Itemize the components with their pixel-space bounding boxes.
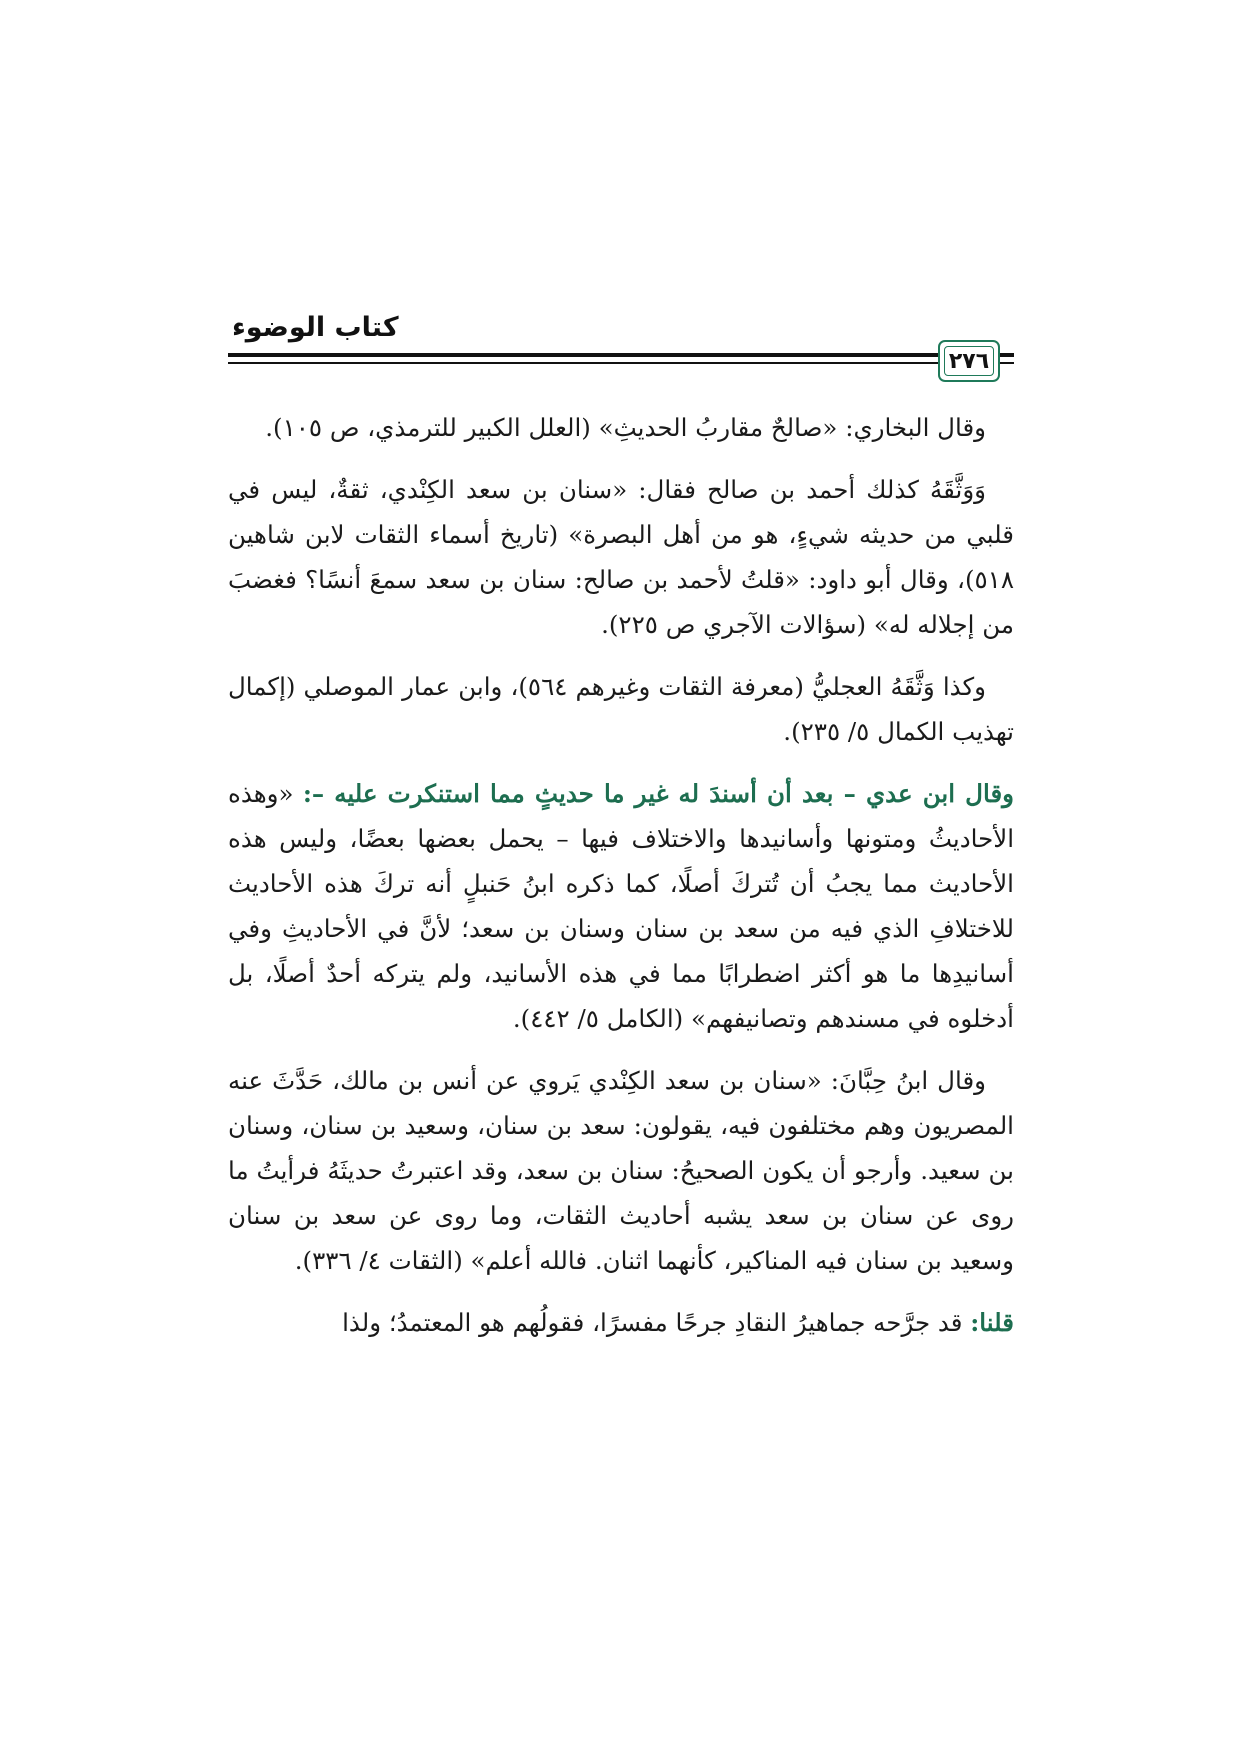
- paragraph-text: وقال البخاري: «صالحٌ مقاربُ الحديثِ» (العلل الكبير للترمذي، ص ١٠٥).: [265, 413, 986, 442]
- paragraph-ibn-adi: [228, 771, 1014, 1041]
- paragraph-text: وقال ابنُ حِبَّانَ: «سنان بن سعد الكِنْدي يَروي عن أنس بن مالك، حَدَّثَ عنه المصريون وهم مختلفون فيه، يقولون: سعد بن سنان، وسعيد بن سنان، وسنان بن سعيد. وأرجو أن يكون الصحيحُ: سنان بن سعد، وقد اعتبرتُ حديثَهُ فرأيتُ ما روى عن سنان بن سعد يشبه أحاديث الثقات، وما روى عن سعد بن سنان وسعيد بن سنان فيه المناكير، كأنهما اثنان. فالله أعلم» (الثقات ٤/ ٣٣٦).: [228, 1066, 1014, 1275]
- paragraph-lead: قلنا:: [970, 1308, 1014, 1337]
- page-number: ٢٧٦: [948, 348, 990, 374]
- paragraph-ijli: [228, 664, 1014, 754]
- header-rule-thin: [228, 362, 1014, 364]
- page-header: [228, 312, 1014, 392]
- paragraph-bukhari: [228, 405, 1014, 450]
- paragraph-text: وكذا وَثَّقَهُ العجليُّ (معرفة الثقات وغيرهم ٥٦٤)، وابن عمار الموصلي (إكمال تهذيب الكمال ٥/ ٢٣٥).: [228, 672, 1014, 746]
- body-text: [228, 405, 1014, 1362]
- header-rule-thick: [228, 353, 1014, 357]
- paragraph-text: قد جرَّحه جماهيرُ النقادِ جرحًا مفسرًا، فقولُهم هو المعتمدُ؛ ولذا: [342, 1308, 971, 1337]
- paragraph-ibn-hibban: [228, 1058, 1014, 1283]
- paragraph-ahmad-bin-salih: [228, 467, 1014, 647]
- page-number-badge: [938, 340, 1000, 382]
- paragraph-text: وَوَثَّقَهُ كذلك أحمد بن صالح فقال: «سنان بن سعد الكِنْدي، ثقةٌ، ليس في قلبي من حديثه شيءٍ، هو من أهل البصرة» (تاريخ أسماء الثقات لابن شاهين ٥١٨)، وقال أبو داود: «قلتُ لأحمد بن صالح: سنان بن سعد سمعَ أنسًا؟ فغضبَ من إجلاله له» (سؤالات الآجري ص ٢٢٥).: [228, 475, 1014, 639]
- paragraph-conclusion: [228, 1300, 1014, 1345]
- paragraph-text: «وهذه الأحاديثُ ومتونها وأسانيدها والاختلاف فيها – يحمل بعضها بعضًا، وليس هذه الأحاديث مما يجبُ أن تُتركَ أصلًا، كما ذكره ابنُ حَنبلٍ أنه تركَ هذه الأحاديث للاختلافِ الذي فيه من سعد بن سنان وسنان بن سعد؛ لأنَّ في الأحاديثِ وفي أسانيدِها ما هو أكثر اضطرابًا مما في هذه الأسانيد، ولم يتركه أحدٌ أصلًا، بل أدخلوه في مسندهم وتصانيفهم» (الكامل ٥/ ٤٤٢).: [228, 779, 1014, 1033]
- paragraph-lead: وقال ابن عدي – بعد أن أسندَ له غير ما حديثٍ مما استنكرت عليه –:: [302, 779, 1014, 808]
- book-title: كتاب الوضوء: [232, 312, 399, 343]
